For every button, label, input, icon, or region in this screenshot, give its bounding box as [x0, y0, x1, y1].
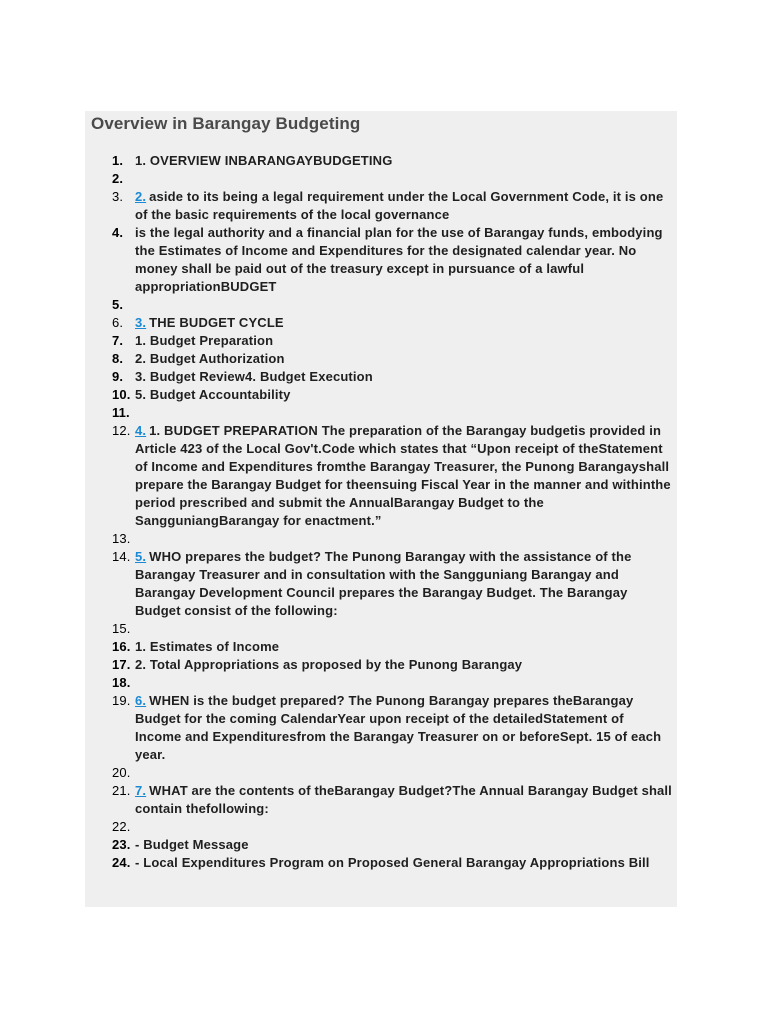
- list-item-number: 11.: [112, 405, 130, 420]
- slide-link[interactable]: 4.: [135, 423, 147, 438]
- slide-link[interactable]: 7.: [135, 783, 147, 798]
- list-item-number: 20.: [112, 765, 131, 780]
- list-item-number: 8.: [112, 351, 124, 366]
- list-item-text: WHAT are the contents of theBarangay Budget?The Annual Barangay Budget shall contain thefollowing:: [135, 783, 672, 816]
- list-item-number: 15.: [112, 621, 131, 636]
- list-item: [85, 314, 677, 332]
- list-item: [85, 188, 677, 224]
- list-item: [85, 152, 677, 170]
- list-item-text: THE BUDGET CYCLE: [149, 315, 284, 330]
- list-item: [85, 656, 677, 674]
- list-item-text: is the legal authority and a financial plan for the use of Barangay funds, embodying the Estimates of Income and Expenditures for the designated calendar year. No money shall be paid out of the treasury except in pursuance of a lawful appropriationBUDGET: [135, 225, 663, 294]
- list-item-number: 4.: [112, 225, 124, 240]
- list-item: [85, 782, 677, 818]
- list-item: [85, 350, 677, 368]
- slide-link[interactable]: 6.: [135, 693, 147, 708]
- list-item-text: WHO prepares the budget? The Punong Barangay with the assistance of the Barangay Treasurer and in consultation with the Sangguniang Barangay and Barangay Development Council prepares the Barangay Budget. The Barangay Budget consist of the following:: [135, 549, 632, 618]
- slide-link[interactable]: 5.: [135, 549, 147, 564]
- list-item: [85, 638, 677, 656]
- list-item-number: 7.: [112, 333, 124, 348]
- list-item: [85, 386, 677, 404]
- slide-link[interactable]: 3.: [135, 315, 147, 330]
- list-item-number: 2.: [112, 171, 124, 186]
- list-item: [85, 332, 677, 350]
- list-item-text: 2. Total Appropriations as proposed by the Punong Barangay: [135, 657, 523, 672]
- list-item-number: 22.: [112, 819, 131, 834]
- list-item-number: 10.: [112, 387, 131, 402]
- list-item: [85, 674, 677, 692]
- list-item-number: 16.: [112, 639, 131, 654]
- list-item-text: 1. Budget Preparation: [135, 333, 274, 348]
- list-item-number: 24.: [112, 855, 131, 870]
- list-item-number: 12.: [112, 423, 131, 438]
- list-item-number: 13.: [112, 531, 131, 546]
- list-item-number: 18.: [112, 675, 131, 690]
- slide-link[interactable]: 2.: [135, 189, 147, 204]
- list-item-text: 5. Budget Accountability: [135, 387, 291, 402]
- list-item: [85, 530, 677, 548]
- list-item: [85, 224, 677, 296]
- list-item-number: 17.: [112, 657, 131, 672]
- list-item: [85, 404, 677, 422]
- list-item: [85, 548, 677, 620]
- list-item-text: WHEN is the budget prepared? The Punong Barangay prepares theBarangay Budget for the coming CalendarYear upon receipt of the detailedStatement of Income and Expendituresfrom the Barangay Treasurer on or beforeSept. 15 of each year.: [135, 693, 662, 762]
- list-item-number: 3.: [112, 189, 124, 204]
- list-item: [85, 422, 677, 530]
- list-item-text: - Local Expenditures Program on Proposed General Barangay Appropriations Bill: [135, 855, 650, 870]
- list-item: [85, 692, 677, 764]
- list-item: [85, 818, 677, 836]
- list-item-number: 6.: [112, 315, 124, 330]
- list-item: [85, 170, 677, 188]
- list-item: [85, 764, 677, 782]
- list-item-text: 1. Estimates of Income: [135, 639, 280, 654]
- list-item-text: - Budget Message: [135, 837, 249, 852]
- list-item: [85, 854, 677, 872]
- list-item-text: 2. Budget Authorization: [135, 351, 285, 366]
- list-item: [85, 368, 677, 386]
- list-item-number: 23.: [112, 837, 131, 852]
- list-item-text: 3. Budget Review4. Budget Execution: [135, 369, 373, 384]
- list-item: [85, 836, 677, 854]
- list-item-number: 9.: [112, 369, 124, 384]
- list-item-text: aside to its being a legal requirement under the Local Government Code, it is one of the basic requirements of the local governance: [135, 189, 664, 222]
- list-item-number: 21.: [112, 783, 131, 798]
- list-item: [85, 296, 677, 314]
- list-item-number: 1.: [112, 153, 124, 168]
- list-item-number: 19.: [112, 693, 131, 708]
- list-item: [85, 620, 677, 638]
- document-page: [85, 111, 677, 907]
- list-item-text: 1. BUDGET PREPARATION The preparation of the Barangay budgetis provided in Article 423 of the Local Gov't.Code which states that “Upon receipt of theStatement of Income and Expenditures fromthe Barangay Treasurer, the Punong Barangayshall prepare the Barangay Budget for theensuing Fiscal Year in the manner and withinthe period prescribed and submit the AnnualBarangay Budget to the SangguniangBarangay for enactment.”: [135, 423, 671, 528]
- document-title: Overview in Barangay Budgeting: [91, 114, 361, 133]
- list-item-number: 5.: [112, 297, 124, 312]
- list-item-number: 14.: [112, 549, 131, 564]
- list-item-text: 1. OVERVIEW INBARANGAYBUDGETING: [135, 153, 393, 168]
- numbered-list: [85, 152, 677, 872]
